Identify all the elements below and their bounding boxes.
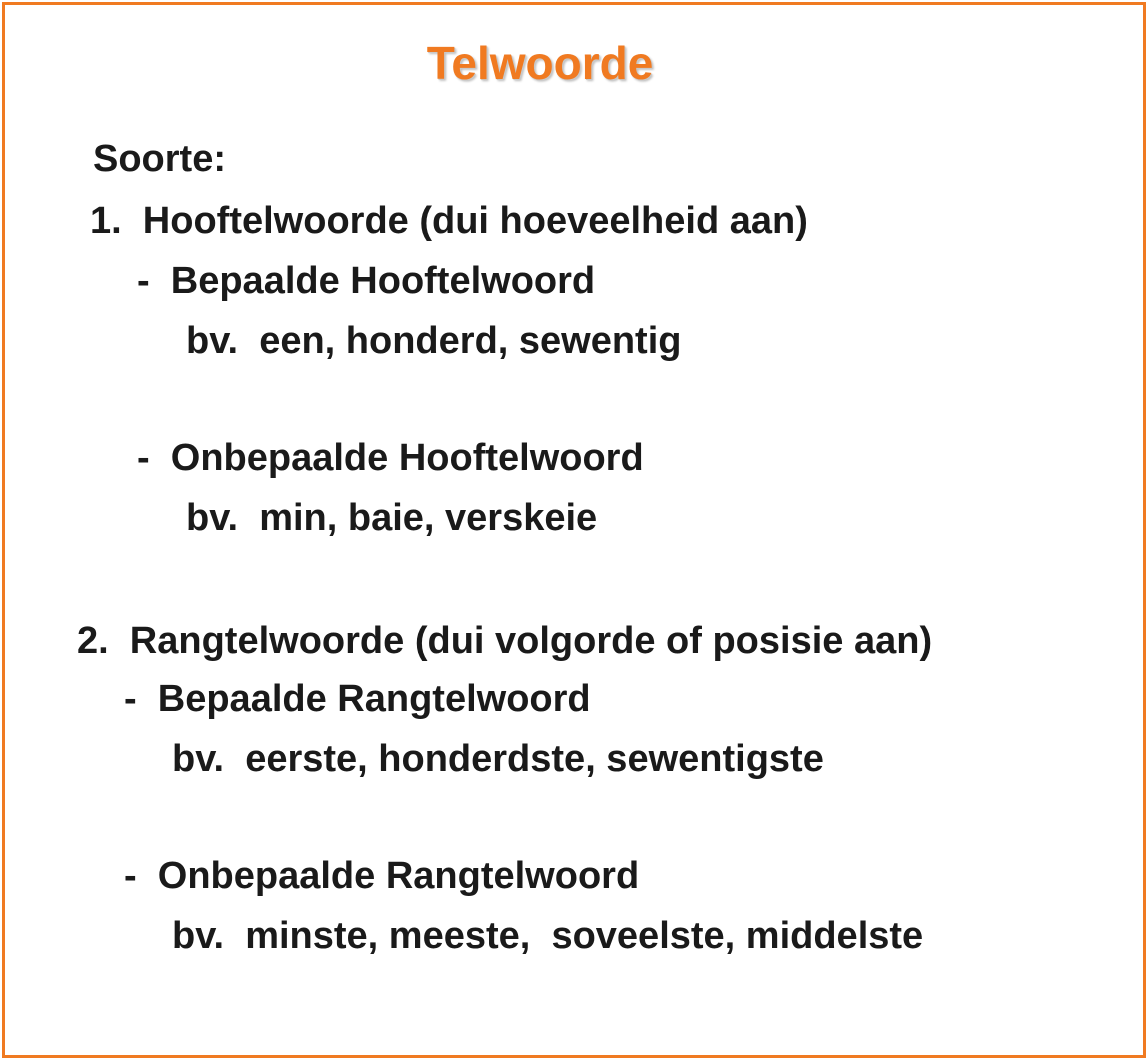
- section-2-sub-1-example: bv. eerste, honderdste, sewentigste: [172, 738, 824, 780]
- section-1-sub-1-example: bv. een, honderd, sewentig: [186, 320, 682, 362]
- page-title: Telwoorde: [426, 37, 654, 89]
- section-2-sub-1-label: - Bepaalde Rangtelwoord: [124, 678, 591, 720]
- section-1-label: 1. Hooftelwoorde (dui hoeveelheid aan): [90, 200, 808, 242]
- section-1-sub-2-example: bv. min, baie, verskeie: [186, 497, 598, 539]
- section-1-sub-2-label: - Onbepaalde Hooftelwoord: [137, 437, 644, 479]
- types-heading: Soorte:: [93, 138, 226, 180]
- section-2-sub-2-label: - Onbepaalde Rangtelwoord: [124, 855, 640, 897]
- section-1-sub-1-label: - Bepaalde Hooftelwoord: [137, 260, 596, 302]
- section-2-sub-2-example: bv. minste, meeste, soveelste, middelste: [172, 915, 924, 957]
- section-2-label: 2. Rangtelwoorde (dui volgorde of posisie aan): [77, 620, 933, 662]
